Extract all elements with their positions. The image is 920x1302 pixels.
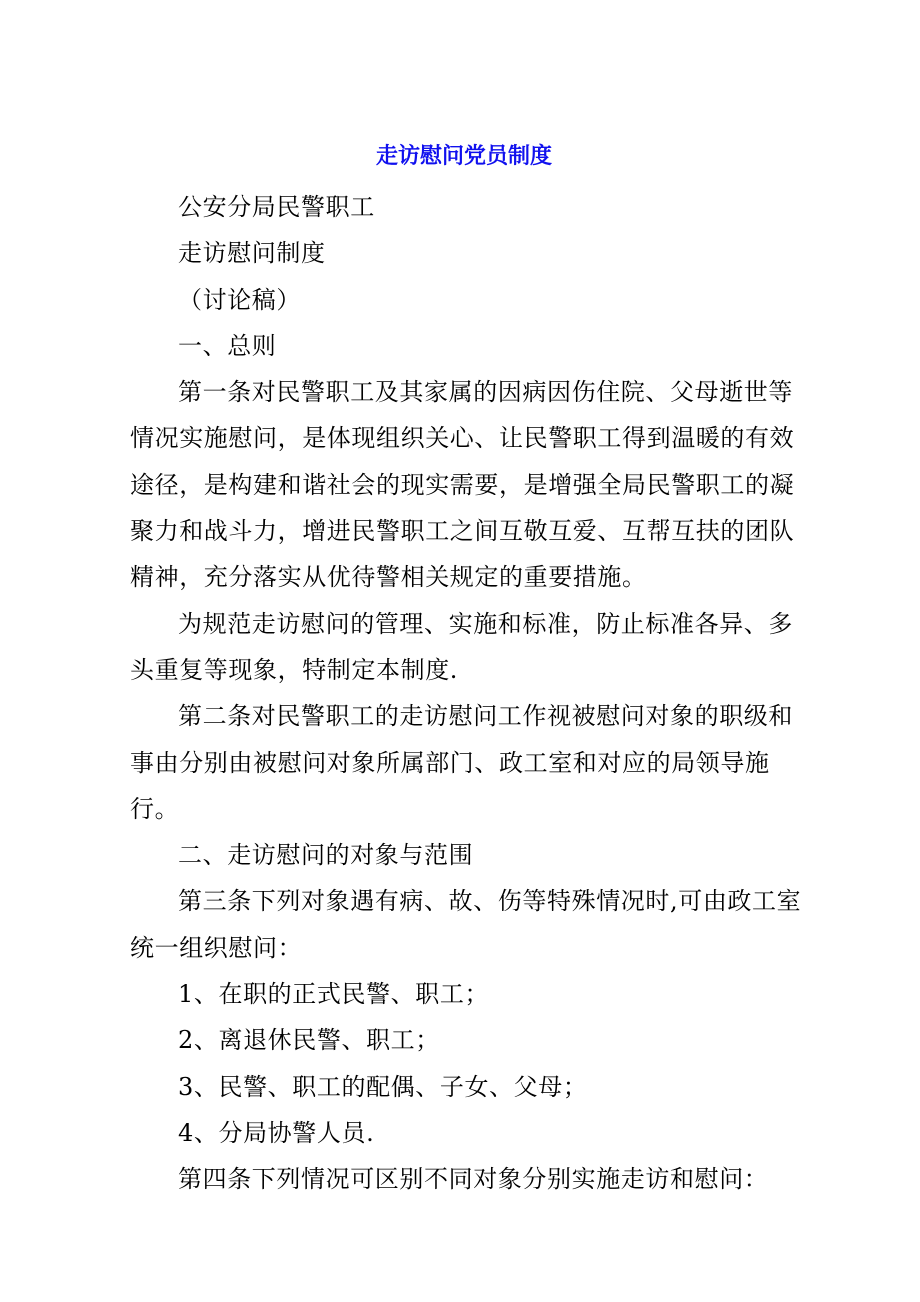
article-3: 第三条下列对象遇有病、故、伤等特殊情况时,可由政工室统一组织慰问： [130, 887, 802, 962]
list-item: 3、民警、职工的配偶、子女、父母； [178, 1072, 588, 1101]
list-item: 1、在职的正式民警、职工； [178, 980, 490, 1009]
list-item: 2、离退休民警、职工； [178, 1026, 440, 1055]
article-2: 第二条对民警职工的走访慰问工作视被慰问对象的职级和事由分别由被慰问对象所属部门、政工室和对应的局领导施行。 [130, 702, 793, 823]
article-1-supplement: 为规范走访慰问的管理、实施和标准，防止标准各异、多头重复等现象，特制定本制度. [130, 609, 793, 684]
section-heading-general: 一、总则 [178, 331, 277, 360]
article-4: 第四条下列情况可区别不同对象分别实施走访和慰问： [178, 1165, 769, 1194]
subtitle-line-2: 走访慰问制度 [178, 239, 326, 268]
list-item: 4、分局协警人员. [178, 1118, 375, 1147]
document-title: 走访慰问党员制度 [375, 144, 552, 169]
article-1: 第一条对民警职工及其家属的因病因伤住院、父母逝世等情况实施慰问，是体现组织关心、让民警职工得到温暖的有效途径，是构建和谐社会的现实需要，是增强全局民警职工的凝聚力和战斗力，增进民警职工之间互敬互爱、互帮互扶的团队精神，充分落实从优待警相关规定的重要措施。 [130, 378, 795, 592]
subtitle-line-1: 公安分局民警职工 [178, 193, 375, 221]
draft-note: （讨论稿） [178, 285, 301, 314]
section-heading-scope: 二、走访慰问的对象与范围 [178, 841, 474, 870]
document-body [130, 184, 810, 1203]
